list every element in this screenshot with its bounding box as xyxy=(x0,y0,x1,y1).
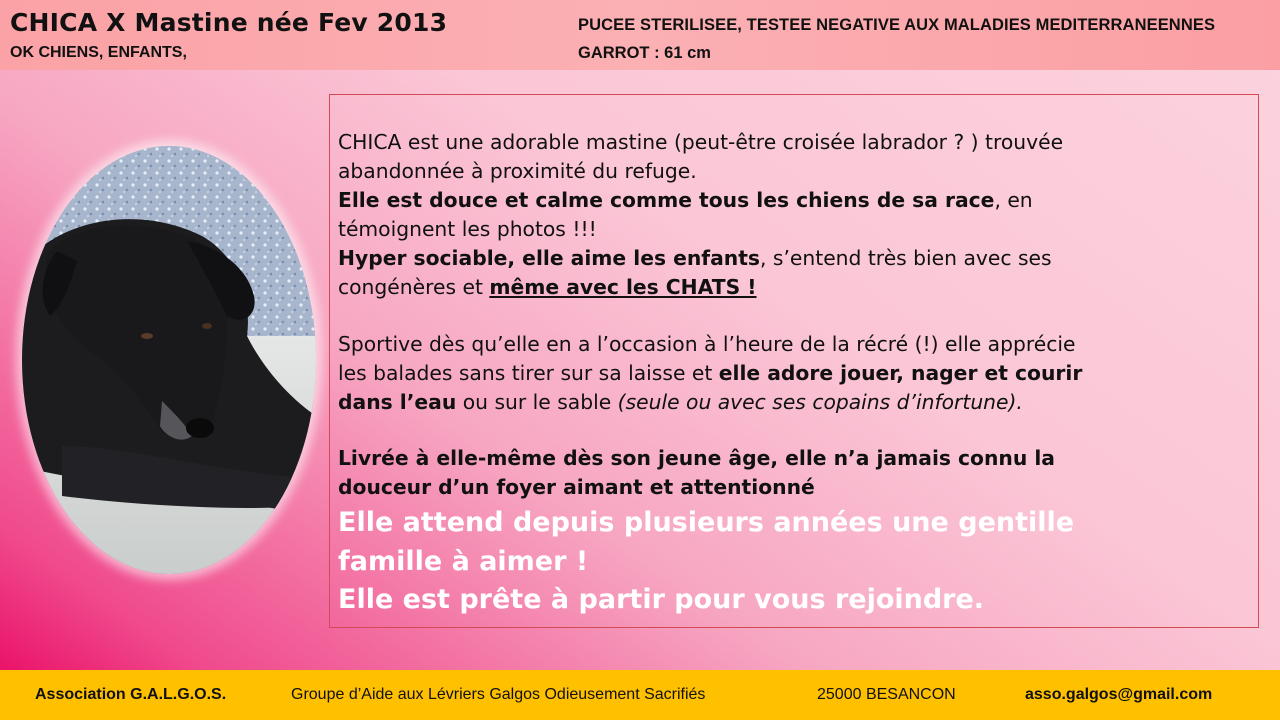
underlined-text: même avec les CHATS ! xyxy=(489,275,757,299)
call-to-action xyxy=(338,504,1238,620)
text-line xyxy=(338,473,1238,502)
text-line xyxy=(338,244,1238,273)
text-line xyxy=(338,215,1238,244)
description-text xyxy=(338,128,1238,502)
text-line xyxy=(338,444,1238,473)
association-full-name: Groupe d’Aide aux Lévriers Galgos Odieusement Sacrifiés xyxy=(291,686,706,703)
city: 25000 BESANCON xyxy=(817,686,956,703)
text-span: CHICA est une adorable mastine (peut-être croisée labrador ? ) trouvée xyxy=(338,130,1064,154)
text-span: , s’entend très bien avec ses xyxy=(760,246,1052,270)
dog-illustration xyxy=(22,146,316,574)
association-name: Association G.A.L.G.O.S. xyxy=(35,686,227,703)
bold-text: Hyper sociable, elle aime les enfants xyxy=(338,246,760,270)
text-span: les balades sans tirer sur sa laisse et xyxy=(338,361,719,385)
text-span: abandonnée à proximité du refuge. xyxy=(338,159,697,183)
text-span: témoignent les photos !!! xyxy=(338,217,597,241)
text-span: congénères et xyxy=(338,275,490,299)
cta-line: famille à aimer ! xyxy=(338,545,589,577)
bold-text: elle adore jouer, nager et courir xyxy=(718,361,1083,385)
text-line xyxy=(338,388,1238,417)
text-line xyxy=(338,128,1238,157)
compatibility-line: OK CHIENS, ENFANTS, xyxy=(10,44,187,61)
text-line xyxy=(338,359,1238,388)
text-line xyxy=(338,186,1238,215)
dog-photo xyxy=(22,146,316,574)
text-span: ou sur le sable xyxy=(456,390,618,414)
text-line xyxy=(338,157,1238,186)
cta-line: Elle est prête à partir pour vous rejoindre. xyxy=(338,584,985,615)
bold-text: Elle est douce et calme comme tous les chiens de sa race xyxy=(338,188,995,212)
height-at-withers: GARROT : 61 cm xyxy=(578,44,711,62)
bold-text: dans l’eau xyxy=(338,390,457,414)
cta-line: Elle attend depuis plusieurs années une gentille xyxy=(338,507,1075,538)
text-span: , en xyxy=(994,188,1033,212)
page-title: CHICA X Mastine née Fev 2013 xyxy=(10,8,448,37)
header-band xyxy=(0,0,1280,70)
bold-text: Livrée à elle-même dès son jeune âge, elle n’a jamais connu la xyxy=(338,446,1055,470)
italic-text: (seule ou avec ses copains d’infortune). xyxy=(617,390,1023,414)
bold-text: douceur d’un foyer aimant et attentionné xyxy=(338,475,815,499)
text-span: Sportive dès qu’elle en a l’occasion à l’heure de la récré (!) elle apprécie xyxy=(338,332,1076,356)
email-link[interactable]: asso.galgos@gmail.com xyxy=(1025,686,1213,703)
footer-band xyxy=(0,670,1280,720)
text-line xyxy=(338,273,1238,302)
health-status: PUCEE STERILISEE, TESTEE NEGATIVE AUX MALADIES MEDITERRANEENNES xyxy=(578,16,1216,34)
text-line xyxy=(338,330,1238,359)
